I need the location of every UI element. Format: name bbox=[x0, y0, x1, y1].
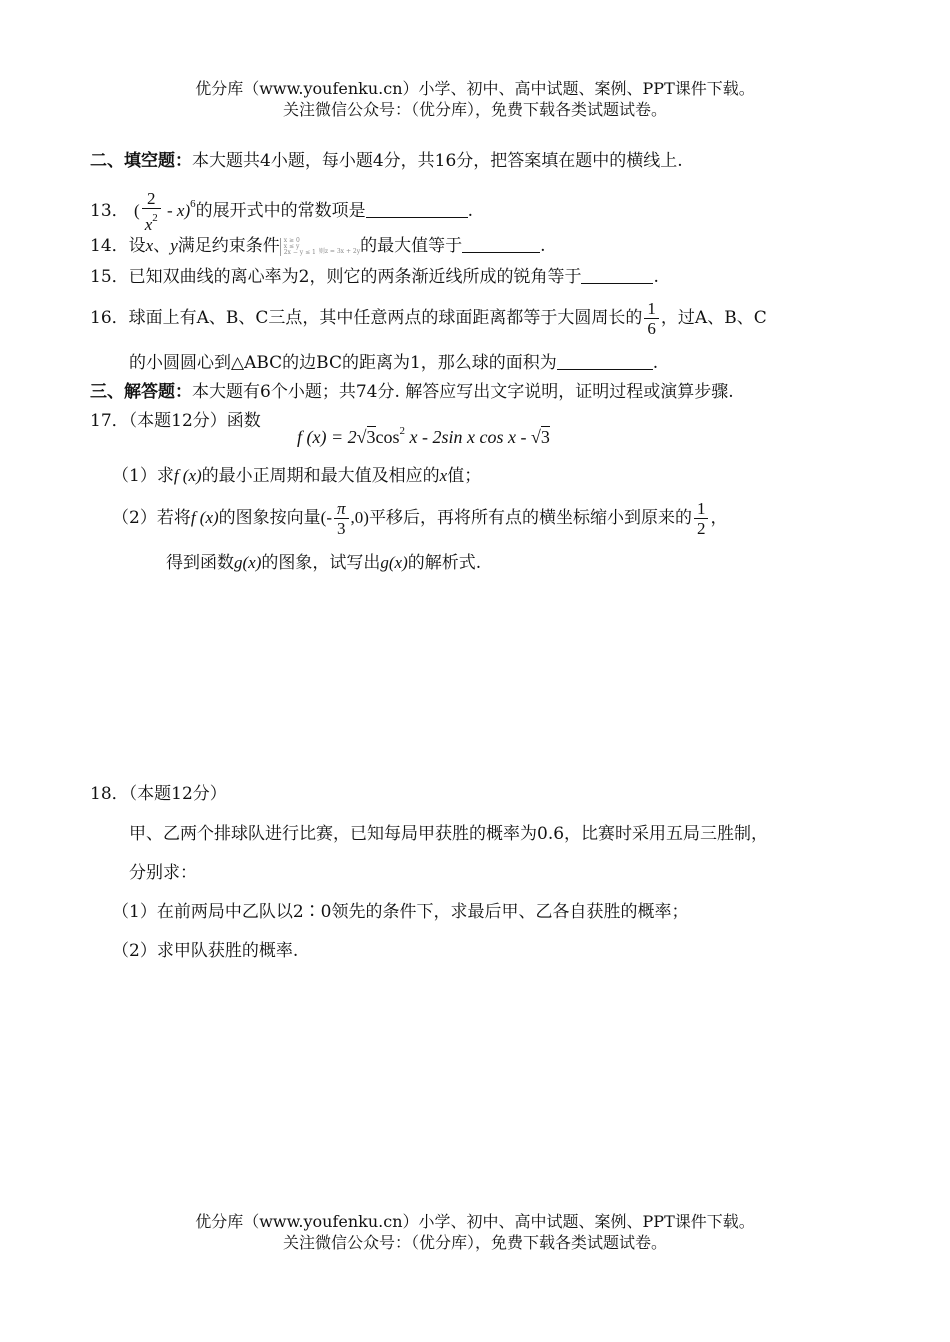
q17-part-2-line-2 bbox=[166, 553, 481, 573]
q16-number: 16． bbox=[90, 308, 129, 328]
q17-formula-rest: x - 2sin x cos x - bbox=[405, 427, 531, 447]
q13-minus-x: - x) bbox=[162, 201, 191, 220]
section-2-text: 本大题共4小题，每小题4分，共16分，把答案填在题中的横线上. bbox=[192, 151, 683, 171]
sqrt-icon: √ bbox=[530, 427, 541, 447]
q17-p2-fx: f (x) bbox=[190, 508, 219, 527]
page-header bbox=[0, 78, 950, 120]
sqrt-icon: √ bbox=[356, 427, 367, 447]
q16-frac-den: 6 bbox=[647, 319, 656, 338]
q16-frac-num: 1 bbox=[644, 299, 659, 319]
q15-number: 15． bbox=[90, 267, 129, 287]
q16-line-2-text: 的小圆圆心到△ABC的边BC的距离为1，那么球的面积为 bbox=[129, 353, 557, 373]
q17-p2-gx-2: g(x) bbox=[380, 553, 408, 572]
q17-p1-fx: f (x) bbox=[173, 466, 202, 485]
header-line-1: 优分库（www.youfenku.cn）小学、初中、高中试题、案例、PPT课件下载。 bbox=[195, 79, 755, 98]
q13-number: 13． bbox=[90, 201, 129, 221]
q18-line-1: 甲、乙两个排球队进行比赛，已知每局甲获胜的概率为0.6，比赛时采用五局三胜制， bbox=[129, 824, 769, 844]
q17-p2-vec-open: (- bbox=[320, 508, 332, 527]
q17-p1-x: x bbox=[439, 466, 448, 485]
q14-constraint-1: x ≥ 0 bbox=[283, 236, 300, 244]
header-line-2: 关注微信公众号：（优分库），免费下载各类试题试卷。 bbox=[282, 100, 667, 119]
q16-answer-blank bbox=[557, 353, 653, 370]
section-2-title: 二、填空题： bbox=[90, 151, 192, 171]
q17-p2-vec-close: ,0) bbox=[350, 508, 369, 527]
q13-den-exp: 2 bbox=[152, 212, 158, 224]
q16-fraction bbox=[644, 299, 659, 338]
q17-p2-line2-b: 的图象，试写出 bbox=[261, 553, 381, 573]
q14-end: . bbox=[540, 236, 546, 256]
q17-p2-half-num: 1 bbox=[694, 499, 709, 519]
q14-number: 14． bbox=[90, 236, 129, 256]
q17-p2-half-den: 2 bbox=[696, 519, 706, 538]
q17-p2-text-a: 的图象按向量 bbox=[218, 508, 321, 528]
q16-end: . bbox=[652, 353, 659, 373]
q17-p2-pi: π bbox=[334, 499, 349, 519]
q17-formula-lhs: f (x) = 2 bbox=[297, 427, 357, 447]
section-3-text: 本大题有6个小题；共74分. 解答应写出文字说明，证明过程或演算步骤. bbox=[192, 382, 734, 402]
q16-text-b: ，过A、B、C bbox=[660, 308, 767, 328]
footer-line-1: 优分库（www.youfenku.cn）小学、初中、高中试题、案例、PPT课件下载。 bbox=[195, 1212, 755, 1231]
q17-formula-root-2: 3 bbox=[540, 427, 550, 447]
q14-answer-blank bbox=[462, 236, 540, 253]
q14-var-x: x bbox=[145, 236, 154, 255]
q14-var-y: y bbox=[170, 236, 178, 255]
q17-p2-label: （2）若将 bbox=[112, 508, 191, 528]
q13-open-paren: ( bbox=[134, 201, 140, 220]
question-16-line-2 bbox=[129, 353, 658, 373]
q18-part-2: （2）求甲队获胜的概率. bbox=[112, 941, 299, 961]
q17-number: 17． bbox=[90, 411, 129, 431]
q16-text-a: 球面上有A、B、C三点，其中任意两点的球面距离都等于大圆周长的 bbox=[128, 308, 643, 328]
question-15 bbox=[90, 267, 659, 287]
q13-fraction bbox=[142, 189, 161, 234]
q13-frac-den: x bbox=[144, 215, 153, 234]
q17-p2-line2-a: 得到函数 bbox=[166, 553, 234, 573]
q13-answer-blank bbox=[366, 201, 468, 218]
q17-p2-half-fraction bbox=[694, 499, 709, 538]
q17-formula bbox=[297, 425, 550, 449]
section-3-title: 三、解答题： bbox=[90, 382, 192, 402]
q17-p2-gx-1: g(x) bbox=[234, 553, 262, 572]
section-2-heading bbox=[90, 151, 683, 171]
q18-line-2: 分别求： bbox=[129, 863, 197, 883]
q15-answer-blank bbox=[581, 267, 653, 284]
q17-points: （本题12分）函数 bbox=[128, 411, 261, 431]
q17-formula-cos: cos bbox=[375, 427, 400, 447]
q14-text-b: 满足约束条件 bbox=[177, 236, 280, 256]
q17-p1-label: （1）求 bbox=[112, 466, 174, 486]
q17-p1-end: 值； bbox=[447, 466, 482, 486]
question-17 bbox=[90, 411, 261, 431]
footer-line-2: 关注微信公众号：（优分库），免费下载各类试题试卷。 bbox=[282, 1233, 667, 1252]
q13-end: . bbox=[467, 201, 474, 221]
q15-text: 已知双曲线的离心率为2，则它的两条渐近线所成的锐角等于 bbox=[128, 267, 582, 287]
q17-p1-text: 的最小正周期和最大值及相应的 bbox=[201, 466, 440, 486]
q17-p2-three: 3 bbox=[337, 519, 346, 538]
q18-number: 18． bbox=[90, 784, 129, 804]
q13-exp: 6 bbox=[190, 198, 196, 210]
q14-constraint-2: x ≤ y bbox=[283, 242, 300, 250]
q14-constraint-system bbox=[280, 238, 316, 256]
q13-text: 的展开式中的常数项是 bbox=[195, 201, 366, 221]
q17-formula-exp: 2 bbox=[399, 425, 406, 437]
q17-part-1 bbox=[112, 466, 481, 486]
q17-part-2 bbox=[112, 494, 727, 542]
q14-objective: 则z = 3x + 2y bbox=[318, 248, 361, 255]
q17-formula-root-1: 3 bbox=[366, 427, 376, 447]
page-footer bbox=[0, 1211, 950, 1253]
section-3-heading bbox=[90, 382, 734, 402]
q17-p2-text-b: 平移后，再将所有点的横坐标缩小到原来的 bbox=[368, 508, 692, 528]
q18-points: （本题12分） bbox=[128, 784, 227, 804]
q13-frac-num: 2 bbox=[142, 189, 161, 209]
question-13 bbox=[90, 180, 473, 235]
question-18 bbox=[90, 784, 227, 804]
q14-constraint-3: 2x − y ≤ 1 bbox=[283, 248, 316, 256]
q17-p2-comma: ， bbox=[710, 508, 728, 528]
question-16 bbox=[90, 296, 767, 340]
q14-text-c: 的最大值等于 bbox=[360, 236, 463, 256]
q17-p2-pi-fraction bbox=[334, 499, 349, 538]
q18-part-1: （1）在前两局中乙队以2∶0领先的条件下，求最后甲、乙各自获胜的概率； bbox=[112, 902, 689, 922]
question-14 bbox=[90, 236, 546, 256]
q14-sep: 、 bbox=[153, 236, 171, 256]
q17-p2-line2-c: 的解析式. bbox=[407, 553, 482, 573]
q15-end: . bbox=[653, 267, 659, 287]
q14-text-a: 设 bbox=[128, 236, 146, 256]
